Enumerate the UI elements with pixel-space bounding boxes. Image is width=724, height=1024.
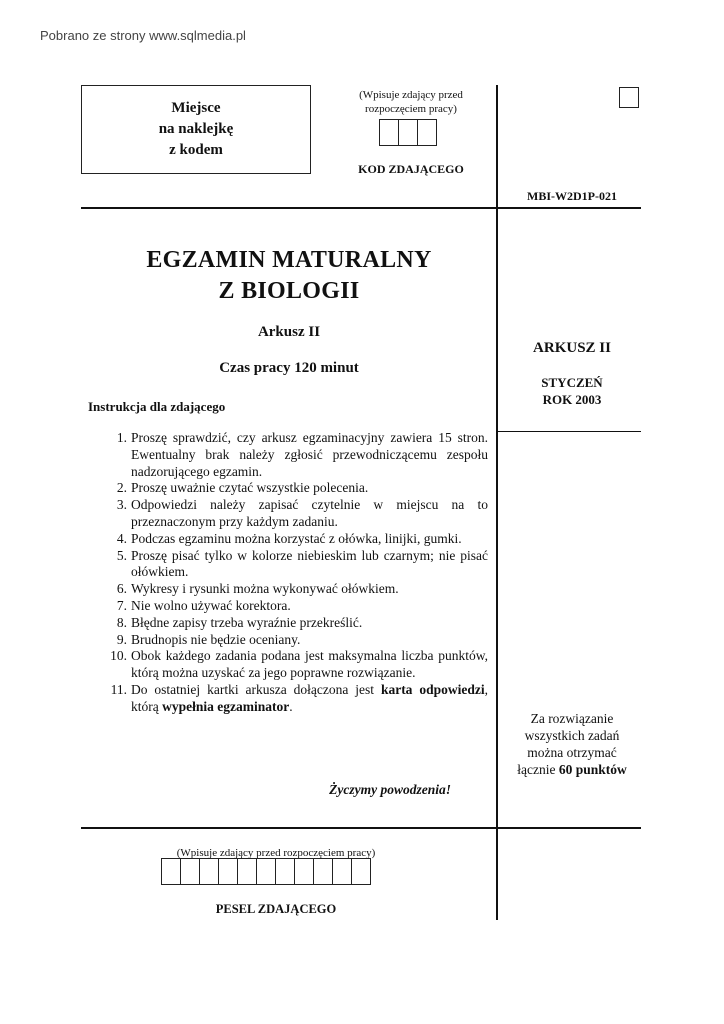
instruction-text: Proszę sprawdzić, czy arkusz egzaminacyjny zawiera 15 stron. Ewentualny brak należy zgłosić przewodniczącemu zespołu nadzorującego egzamin. xyxy=(131,430,488,479)
student-code-note-line: (Wpisuje zdający przed xyxy=(359,89,463,101)
instruction-item xyxy=(98,615,488,632)
instruction-number: 2. xyxy=(116,480,127,496)
right-panel-divider xyxy=(497,431,641,432)
pesel-cell[interactable] xyxy=(161,858,181,885)
instruction-item xyxy=(98,632,488,649)
instruction-number: 6. xyxy=(116,581,127,597)
points-info xyxy=(507,710,637,778)
instruction-item xyxy=(98,648,488,682)
instruction-text-bold: wypełnia egzaminator xyxy=(162,698,290,714)
instruction-item xyxy=(98,682,488,716)
points-line: można otrzymać xyxy=(527,745,617,760)
instructions-list xyxy=(98,430,488,716)
pesel-label: PESEL ZDAJĄCEGO xyxy=(215,902,337,916)
exam-title xyxy=(81,245,497,307)
instruction-number: 8. xyxy=(116,614,127,630)
instruction-item xyxy=(98,497,488,531)
sticker-line: na naklejkę xyxy=(158,121,234,137)
student-code-boxes xyxy=(380,119,437,146)
pesel-cell[interactable] xyxy=(199,858,219,885)
instruction-number: 3. xyxy=(116,497,127,513)
right-sheet-label: ARKUSZ II xyxy=(533,340,611,356)
points-total-line xyxy=(507,761,637,778)
instruction-text-part: Do ostatniej kartki arkusza dołączona jest xyxy=(131,681,381,697)
sheet-code: MBI-W2D1P-021 xyxy=(527,189,617,203)
instruction-text: Podczas egzaminu można korzystać z ołówka, linijki, gumki. xyxy=(131,530,462,546)
exam-date-line: ROK 2003 xyxy=(542,392,602,407)
exam-title-line: Z BIOLOGII xyxy=(218,278,360,304)
pesel-cell[interactable] xyxy=(351,858,371,885)
pesel-cell[interactable] xyxy=(180,858,200,885)
instruction-item xyxy=(98,581,488,598)
sticker-line: Miejsce xyxy=(171,100,221,116)
instruction-number: 11. xyxy=(110,681,127,697)
pesel-boxes xyxy=(162,858,371,885)
instruction-text xyxy=(131,682,488,716)
corner-checkbox[interactable] xyxy=(619,87,639,108)
pesel-cell[interactable] xyxy=(256,858,276,885)
vertical-divider xyxy=(496,85,498,920)
student-code-cell[interactable] xyxy=(417,119,437,146)
good-luck-message: Życzymy powodzenia! xyxy=(329,782,451,797)
source-note: Pobrano ze strony www.sqlmedia.pl xyxy=(40,28,246,43)
pesel-cell[interactable] xyxy=(218,858,238,885)
student-code-note xyxy=(336,88,486,116)
student-code-cell[interactable] xyxy=(379,119,399,146)
top-divider xyxy=(81,207,641,209)
instruction-item xyxy=(98,480,488,497)
sticker-placeholder-box xyxy=(81,85,311,174)
pesel-cell[interactable] xyxy=(332,858,352,885)
instruction-text-bold: karta odpowiedzi xyxy=(380,681,485,697)
instruction-text: Brudnopis nie będzie oceniany. xyxy=(131,631,301,647)
student-code-cell[interactable] xyxy=(398,119,418,146)
pesel-cell[interactable] xyxy=(275,858,295,885)
instruction-item xyxy=(98,430,488,480)
instructions-heading: Instrukcja dla zdającego xyxy=(88,399,226,414)
exam-title-line: EGZAMIN MATURALNY xyxy=(146,247,432,273)
sticker-line: z kodem xyxy=(169,142,223,158)
pesel-cell[interactable] xyxy=(237,858,257,885)
instruction-text: Wykresy i rysunki można wykonywać ołówkiem. xyxy=(131,581,399,597)
points-line: Za rozwiązanie xyxy=(530,711,614,726)
bottom-divider xyxy=(81,827,641,829)
exam-subtitle: Arkusz II xyxy=(257,324,321,340)
instruction-item xyxy=(98,531,488,548)
instruction-number: 4. xyxy=(116,530,127,546)
student-code-note-line: rozpoczęciem pracy) xyxy=(365,103,457,115)
pesel-note: (Wpisuje zdający przed rozpoczęciem pracy) xyxy=(176,847,376,859)
instruction-text: Obok każdego zadania podana jest maksymalna liczba punktów, którą można uzyskać za jego poprawne rozwiązanie. xyxy=(131,648,488,681)
points-prefix: łącznie xyxy=(517,762,559,777)
student-code-label: KOD ZDAJĄCEGO xyxy=(358,162,464,176)
points-line: wszystkich zadań xyxy=(524,728,620,743)
pesel-cell[interactable] xyxy=(313,858,333,885)
instruction-text-part: . xyxy=(289,698,293,714)
right-exam-date xyxy=(507,374,637,408)
instruction-text-part: , którą xyxy=(131,681,488,714)
instruction-number: 10. xyxy=(110,648,127,664)
instruction-number: 5. xyxy=(116,547,127,563)
instruction-number: 7. xyxy=(116,597,127,613)
instruction-text: Błędne zapisy trzeba wyraźnie przekreślić. xyxy=(131,614,363,630)
points-total: 60 punktów xyxy=(558,762,627,777)
instruction-item xyxy=(98,598,488,615)
instruction-number: 1. xyxy=(116,430,127,445)
instruction-text: Odpowiedzi należy zapisać czytelnie w miejscu na to przeznaczonym przy każdym zadaniu. xyxy=(131,497,488,529)
instruction-item xyxy=(98,548,488,582)
instruction-number: 9. xyxy=(116,631,127,647)
instruction-text: Nie wolno używać korektora. xyxy=(131,597,291,613)
pesel-cell[interactable] xyxy=(294,858,314,885)
exam-date-line: STYCZEŃ xyxy=(541,375,603,390)
instruction-text: Proszę uważnie czytać wszystkie polecenia. xyxy=(131,480,369,496)
exam-duration: Czas pracy 120 minut xyxy=(219,360,359,376)
instruction-text: Proszę pisać tylko w kolorze niebieskim lub czarnym; nie pisać ołówkiem. xyxy=(131,547,488,580)
